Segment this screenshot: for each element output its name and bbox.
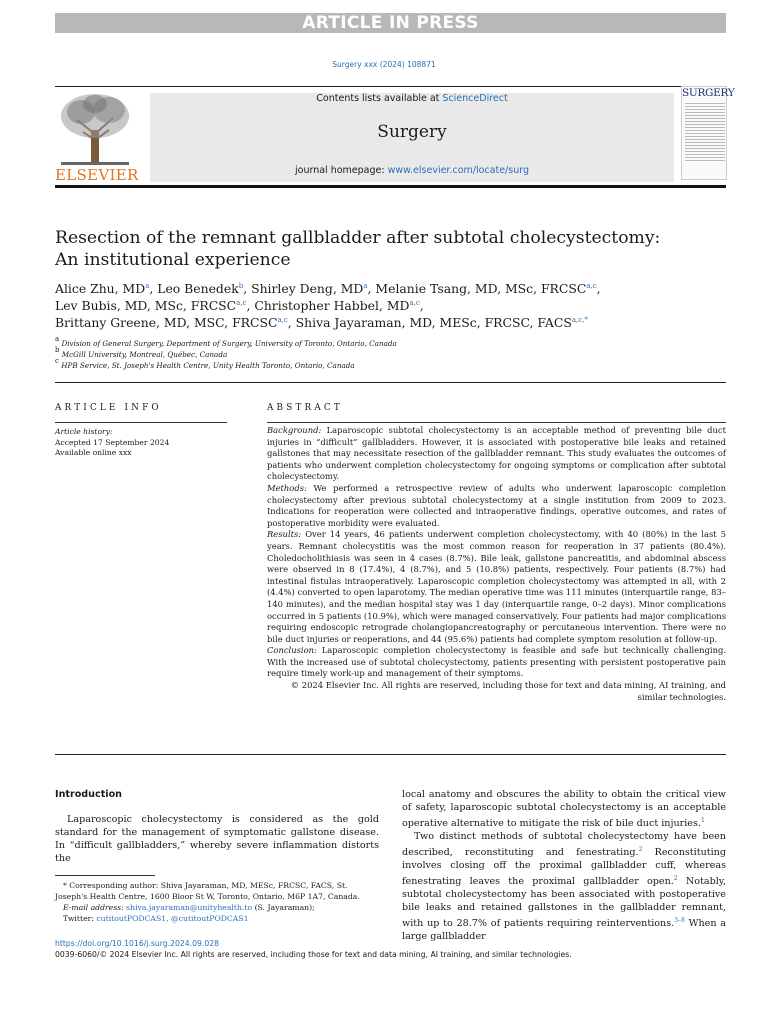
- intro-paragraph-1: Laparoscopic cholecystectomy is considered as the gold standard for the management of symptomatic gallstone disease. In “difficult gallbladders,” whereby severe inflammation distorts the: [55, 814, 379, 864]
- contents-prefix: Contents lists available at: [316, 93, 443, 104]
- header-bottom-rule: [55, 185, 726, 188]
- email-line: E-mail address: shiva.jayaraman@unityhealth.to (S. Jayaraman);: [63, 903, 315, 912]
- online-date: Available online xxx: [55, 448, 132, 458]
- corresponding-author: * Corresponding author: Shiva Jayaraman, MD, MESc, FRCSC, FACS, St. Joseph's Health Centre, 1600 Bloor St W, Toronto, Ontario, M6P 1A7, Canada.: [55, 881, 360, 901]
- doi-link[interactable]: https://doi.org/10.1016/j.surg.2024.09.028: [55, 939, 220, 948]
- contents-line: [150, 93, 674, 104]
- homepage-prefix: journal homepage:: [295, 165, 388, 176]
- abstract-bottom-rule: [55, 754, 726, 755]
- email-link[interactable]: shiva.jayaraman@unityhealth.to: [126, 903, 253, 912]
- elsevier-wordmark: ELSEVIER: [55, 166, 139, 184]
- title-line-1: Resection of the remnant gallbladder after subtotal cholecystectomy:: [55, 228, 661, 248]
- sciencedirect-link[interactable]: ScienceDirect: [442, 93, 508, 104]
- history-label: Article history:: [55, 427, 113, 436]
- authors-line-3: Brittany Greene, MD, MSC, FRCSC$^{a,c}$, Shiva Jayaraman, MD, MESc, FRCSC, $FACS^{a,c,*}$: [55, 315, 588, 330]
- title-line-2: An institutional experience: [55, 250, 291, 270]
- article-info-heading: ARTICLE INFO: [55, 403, 162, 413]
- article-info-rule: [55, 422, 227, 423]
- abstract-results: Results: Over 14 years, 46 patients underwent completion cholecystectomy, with 40 (80%) in the last 5 years. Remnant cholecystitis was the most common reason for reoperation in 37 patients (80.4%). Choledocholithiasis was seen in 4 cases (8.7%). Bile leak, gallstone pancreatitis, and abdominal abscess were observed in 8 (17.4%), 4 (8.7%), and 5 (10.8%) patients, respectively. Four patients (8.7%) had intestinal fistulas intraoperatively. Laparoscopic completion cholecystectomy was attempted in all, with 2 (4.4%) converted to open laparotomy. The median operative time was 111 minutes (interquartile range, 83–140 minutes), and the median hospital stay was 1 day (interquartile range, 0–2 days). Minor complications occurred in 5 patients (10.9%), which were managed conservatively. Four patients had major complications requiring endoscopic retrograde cholangiopancreatography or percutaneous intervention. There were no bile duct injuries or reoperations, and 44 (95.6%) patients had complete symptom resolution at follow-up.: [267, 529, 726, 644]
- twitter-line: Twitter: cutitoutPODCAS1, @cutitoutPODCAS1: [63, 914, 249, 923]
- corresponding-footnote: [55, 880, 379, 924]
- affiliation-rule: [55, 382, 726, 383]
- intro-paragraph-2: Two distinct methods of subtotal cholecystectomy have been described, reconstituting and fenestrating.$^2$ Reconstituting involves closing off the proximal gallbladder cuff, whereas fenestrating leaves the proximal gallbladder open.$^2$ Notably, subtotal cholecystectomy has been associated with postoperative bile leaks and retained gallstones in the gallbladder remnant, with up to 28.7% of patients requiring reinterventions.$^{3-8}$ When a large gallbladder: [402, 831, 726, 942]
- affiliation-c: $^c$ HPB Service, St. Joseph's Health Centre, Unity Health Toronto, Ontario, Canada: [55, 357, 355, 370]
- author-list: [55, 280, 735, 331]
- intro-paragraph-continued: local anatomy and obscures the ability to obtain the critical view of safety, laparoscopic subtotal cholecystectomy is an acceptable operative alternative to mitigate the risk of bile duct injuries.$^1$: [402, 789, 726, 829]
- body-left-column: [55, 788, 379, 865]
- affiliations: [55, 335, 726, 371]
- affiliation-b: $^b$ McGill University, Montreal, Québec, Canada: [55, 346, 228, 359]
- abstract-heading: ABSTRACT: [267, 403, 343, 413]
- authors-line-2: Lev Bubis, MD, MSc, FRCSC$^{a,c}$, Christopher Habbel, MD$^{a,c}$,: [55, 298, 424, 313]
- issn-copyright: 0039-6060/© 2024 Elsevier Inc. All rights are reserved, including those for text and data mining, AI training, and similar technologies.: [55, 950, 572, 959]
- abstract-rule: [267, 422, 726, 423]
- header-top-rule: [55, 86, 726, 87]
- abstract-background: Background: Laparoscopic subtotal cholecystectomy is an acceptable method of preventing bile duct injuries in “difficult” gallbladders. However, it is associated with postoperative bile leaks and retained gallstones that may necessitate resection of the gallbladder remnant. This study evaluates the outcomes of patients who underwent completion cholecystectomy for ongoing symptoms or complication after subtotal cholecystectomy.: [267, 425, 726, 482]
- journal-name: Surgery: [377, 122, 447, 142]
- affiliation-a: $^a$ Division of General Surgery, Department of Surgery, University of Toronto, Ontario, Canada: [55, 335, 397, 348]
- journal-cover-thumbnail[interactable]: [681, 86, 735, 180]
- doi-block: [55, 938, 726, 960]
- footnote-rule: [55, 875, 155, 876]
- journal-homepage-line: [150, 165, 674, 176]
- article-title: [55, 227, 735, 271]
- abstract-methods: Methods: We performed a retrospective review of adults who underwent laparoscopic completion cholecystectomy after previous subtotal cholecystectomy at a single institution from 2009 to 2023. Indications for reoperation were collected and intraoperative findings, operative outcomes, and rates of postoperative morbidity were evaluated.: [267, 482, 726, 528]
- accepted-date: Accepted 17 September 2024: [55, 437, 170, 447]
- abstract-conclusion: Conclusion: Laparoscopic completion cholecystectomy is feasible and safe but technically challenging. With the increased use of subtotal cholecystectomy, patients presenting with persistent postoperative pain require timely work-up and management of their symptoms.: [267, 645, 726, 679]
- body-right-column: [402, 788, 726, 943]
- twitter-link[interactable]: cutitoutPODCAS1, @cutitoutPODCAS1: [96, 914, 249, 923]
- authors-line-1: Alice Zhu, $MD^a$, Leo Benedek$^b$, Shirley Deng, $MD^a$, Melanie Tsang, MD, MSc, FRCSC$^{a,c}$,: [55, 281, 601, 296]
- homepage-link[interactable]: www.elsevier.com/locate/surg: [387, 165, 529, 176]
- introduction-heading: Introduction: [55, 789, 122, 800]
- cover-title: SURGERY: [682, 87, 735, 99]
- article-history: [55, 427, 227, 459]
- abstract-copyright: © 2024 Elsevier Inc. All rights are reserved, including those for text and data mining, AI training, and similar technologies.: [290, 680, 726, 702]
- abstract-body: [267, 425, 726, 703]
- cover-text-lines: [685, 103, 725, 163]
- article-in-press-banner: ARTICLE IN PRESS: [55, 13, 726, 33]
- citation-link[interactable]: Surgery xxx (2024) 108871: [332, 60, 436, 69]
